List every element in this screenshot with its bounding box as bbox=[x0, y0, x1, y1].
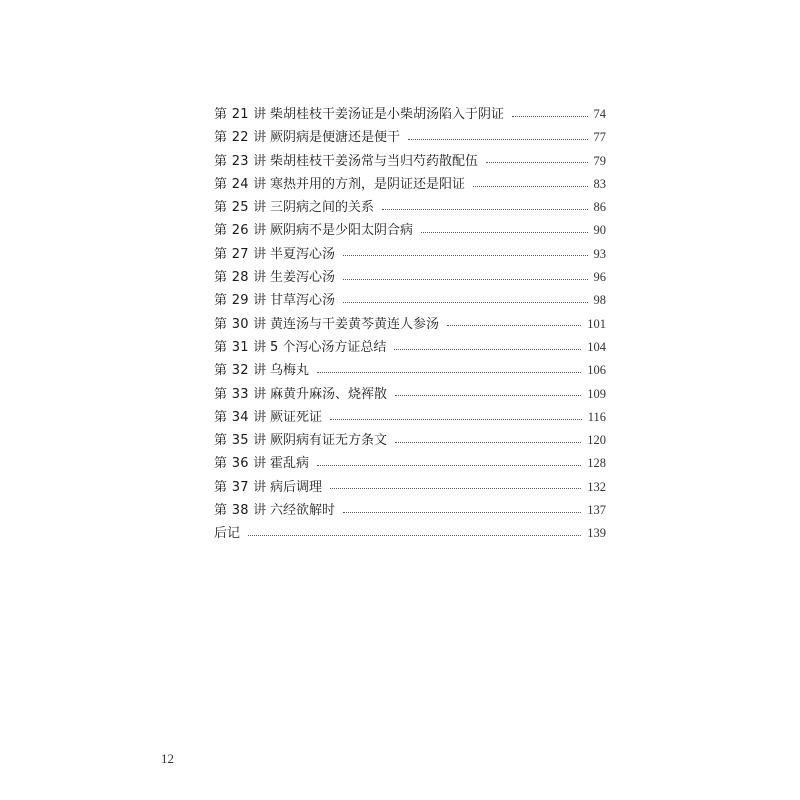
lecture-title: 霍乱病 bbox=[270, 456, 310, 472]
dot-leader bbox=[408, 138, 587, 140]
lecture-title: 生姜泻心汤 bbox=[270, 270, 336, 286]
page-reference: 90 bbox=[593, 223, 606, 238]
lecture-title: 甘草泻心汤 bbox=[270, 293, 336, 309]
lecture-title: 病后调理 bbox=[270, 479, 323, 495]
lecture-number: 第 24 讲 bbox=[214, 176, 267, 192]
dot-leader bbox=[330, 487, 581, 489]
page-reference: 79 bbox=[593, 153, 606, 168]
lecture-number: 第 22 讲 bbox=[214, 130, 267, 146]
lecture-number: 第 25 讲 bbox=[214, 200, 267, 216]
page-reference: 96 bbox=[593, 270, 606, 285]
dot-leader bbox=[343, 278, 587, 280]
toc-entry bbox=[214, 266, 606, 289]
dot-leader bbox=[394, 348, 581, 350]
lecture-number: 第 38 讲 bbox=[214, 503, 267, 519]
toc-entry bbox=[214, 243, 606, 266]
lecture-number: 第 37 讲 bbox=[214, 479, 267, 495]
dot-leader bbox=[330, 418, 582, 420]
toc-entry bbox=[214, 150, 606, 173]
lecture-title: 5 个泻心汤方证总结 bbox=[270, 339, 387, 355]
dot-leader bbox=[473, 185, 587, 187]
toc-entry bbox=[214, 313, 606, 336]
dot-leader bbox=[248, 534, 581, 536]
dot-leader bbox=[317, 371, 581, 373]
dot-leader bbox=[343, 301, 587, 303]
dot-leader bbox=[486, 161, 587, 163]
lecture-title: 乌梅丸 bbox=[270, 363, 310, 379]
lecture-title: 厥阴病不是少阳太阴合病 bbox=[270, 223, 414, 239]
toc-entry bbox=[214, 429, 606, 452]
lecture-number: 第 27 讲 bbox=[214, 246, 267, 262]
page-reference: 77 bbox=[593, 130, 606, 145]
page-number: 12 bbox=[161, 751, 174, 766]
dot-leader bbox=[343, 254, 587, 256]
toc-entry bbox=[214, 126, 606, 149]
lecture-title: 厥阴病有证无方条文 bbox=[270, 433, 388, 449]
page-reference: 86 bbox=[593, 200, 606, 215]
lecture-title: 后记 bbox=[214, 526, 241, 542]
lecture-number: 第 29 讲 bbox=[214, 293, 267, 309]
toc-entry bbox=[214, 219, 606, 242]
dot-leader bbox=[343, 511, 581, 513]
lecture-number: 第 32 讲 bbox=[214, 363, 267, 379]
lecture-number: 第 33 讲 bbox=[214, 386, 267, 402]
toc-entry bbox=[214, 289, 606, 312]
lecture-number: 第 26 讲 bbox=[214, 223, 267, 239]
lecture-number: 第 34 讲 bbox=[214, 409, 267, 425]
lecture-title: 柴胡桂枝干姜汤常与当归芍药散配伍 bbox=[270, 153, 479, 169]
lecture-number: 第 28 讲 bbox=[214, 270, 267, 286]
lecture-title: 厥阴病是便溏还是便干 bbox=[270, 130, 401, 146]
lecture-number: 第 35 讲 bbox=[214, 433, 267, 449]
lecture-number: 第 23 讲 bbox=[214, 153, 267, 169]
page-reference: 116 bbox=[587, 409, 606, 424]
dot-leader bbox=[395, 441, 581, 443]
toc-entry bbox=[214, 173, 606, 196]
toc-entry bbox=[214, 336, 606, 359]
toc-entry bbox=[214, 383, 606, 406]
lecture-number: 第 36 讲 bbox=[214, 456, 267, 472]
lecture-number: 第 31 讲 bbox=[214, 339, 267, 355]
toc-entry bbox=[214, 522, 606, 545]
lecture-title: 柴胡桂枝干姜汤证是小柴胡汤陷入于阴证 bbox=[270, 107, 505, 122]
page-reference: 83 bbox=[593, 176, 606, 191]
dot-leader bbox=[512, 115, 587, 117]
page-reference: 104 bbox=[587, 339, 606, 354]
dot-leader bbox=[317, 464, 581, 466]
lecture-number: 第 30 讲 bbox=[214, 316, 267, 332]
page-reference: 98 bbox=[593, 293, 606, 308]
lecture-number: 第 21 讲 bbox=[214, 107, 267, 122]
lecture-title: 半夏泻心汤 bbox=[270, 246, 336, 262]
page-reference: 132 bbox=[587, 479, 606, 494]
toc-entry bbox=[214, 452, 606, 475]
page-reference: 101 bbox=[587, 316, 606, 331]
page-reference: 137 bbox=[587, 503, 606, 518]
page-reference: 106 bbox=[587, 363, 606, 378]
dot-leader bbox=[421, 231, 587, 233]
toc-entry bbox=[214, 476, 606, 499]
toc-entry bbox=[214, 499, 606, 522]
lecture-title: 黄连汤与干姜黄芩黄连人参汤 bbox=[270, 316, 440, 332]
lecture-title: 三阴病之间的关系 bbox=[270, 200, 375, 216]
page-reference: 139 bbox=[587, 526, 606, 541]
page-reference: 120 bbox=[587, 433, 606, 448]
toc-entry bbox=[214, 196, 606, 219]
lecture-title: 六经欲解时 bbox=[270, 503, 336, 519]
dot-leader bbox=[382, 208, 587, 210]
lecture-title: 寒热并用的方剂，是阴证还是阳证 bbox=[270, 176, 466, 192]
page-reference: 93 bbox=[593, 246, 606, 261]
page-reference: 109 bbox=[587, 386, 606, 401]
lecture-title: 麻黄升麻汤、烧裈散 bbox=[270, 386, 388, 402]
toc-entry bbox=[214, 406, 606, 429]
dot-leader bbox=[447, 324, 581, 326]
dot-leader bbox=[395, 394, 581, 396]
lecture-title: 厥证死证 bbox=[270, 409, 323, 425]
page-reference: 128 bbox=[587, 456, 606, 471]
page-reference: 74 bbox=[593, 107, 606, 121]
toc-entry bbox=[214, 359, 606, 382]
toc-entry bbox=[214, 103, 606, 126]
table-of-contents bbox=[214, 103, 606, 546]
